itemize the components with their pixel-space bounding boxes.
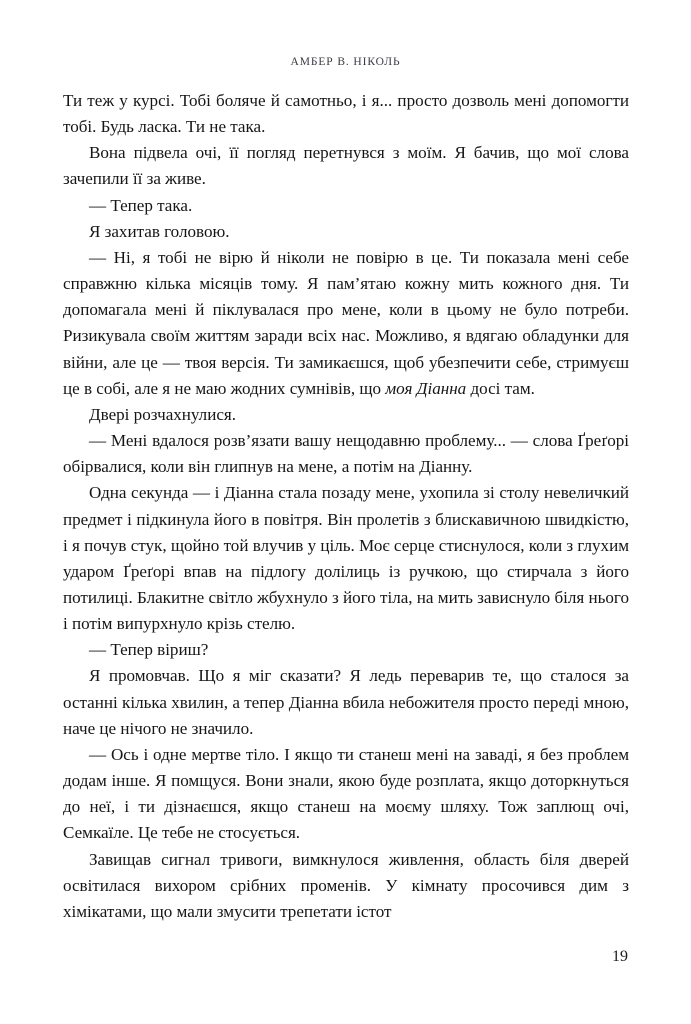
paragraph-dialogue: — Мені вдалося розв’язати вашу нещодавню проблему... — слова Ґреґорі обірвалися, коли він глипнув на мене, а потім на Діанну.: [63, 431, 629, 477]
paragraph: Одна секунда — і Діанна стала позаду мене, ухопила зі столу невеличкий предмет і підкинула його в повітря. Він пролетів з блискавичною швидкістю, і я почув стук, щойно той влучив у ціль. Моє серце стиснулося, коли з глухим ударом Ґреґорі впав на підлогу долілиць із ручкою, що стирчала з його потилиці. Блакитне світло жбухнуло з його тіла, на мить зависнуло біля нього і потім випурхнуло крізь стелю.: [63, 483, 629, 634]
running-header: АМБЕР В. НІКОЛЬ: [290, 56, 401, 68]
paragraph-text-tail: досі там.: [466, 378, 535, 398]
paragraph-dialogue: — Тепер така.: [89, 195, 193, 215]
paragraph: Я промовчав. Що я міг сказати? Я ледь переварив те, що сталося за останні кілька хвилин, а тепер Діанна вбила небожителя просто переді мною, наче це нічого не значило.: [63, 666, 629, 738]
paragraph: Завищав сигнал тривоги, вимкнулося живлення, область біля дверей освітилася вихором срібних променів. У кімнату просочився дим з хімікатами, що мали змусити трепетати істот: [63, 849, 629, 921]
paragraph: Ти теж у курсі. Тобі боляче й самотньо, і я... просто дозволь мені допомогти тобі. Будь ласка. Ти не така.: [63, 91, 629, 137]
paragraph-text-lead: — Ні, я тобі не вірю й ніколи не повірю в це. Ти показала мені себе справжню кілька місяців тому. Я пам’ятаю кожну мить кожного дня. Ти допомагала мені й піклувалася про мене, коли в цьому не було потреби. Ризикувала своїм життям заради всіх нас. Можливо, я вдягаю обладунки для війни, але це — твоя версія. Ти замикаєшся, щоб убезпечити себе, стримуєш це в собі, але я не маю жодних сумнівів, що: [63, 247, 629, 398]
paragraph-dialogue: — Тепер віриш?: [89, 640, 209, 660]
paragraph-dialogue: — Ось і одне мертве тіло. І якщо ти станеш мені на заваді, я без проблем додам інше. Я помщуся. Вони знали, якою буде розплата, якщо доторкнуться до неї, і ти дізнаєшся, якщо станеш на моєму шляху. Тож заплющ очі, Семкаїле. Це тебе не стосується.: [63, 744, 629, 843]
paragraph-dialogue-italic: [63, 245, 629, 402]
paragraph: Вона підвела очі, її погляд перетнувся з моїм. Я бачив, що мої слова зачепили її за живе.: [63, 143, 629, 189]
emphasis-phrase: моя Діанна: [385, 378, 467, 398]
paragraph: Двері розчахнулися.: [89, 404, 236, 424]
paragraph: Я захитав головою.: [89, 221, 230, 241]
body-text-block: [63, 88, 629, 925]
page-number: 19: [612, 948, 628, 965]
